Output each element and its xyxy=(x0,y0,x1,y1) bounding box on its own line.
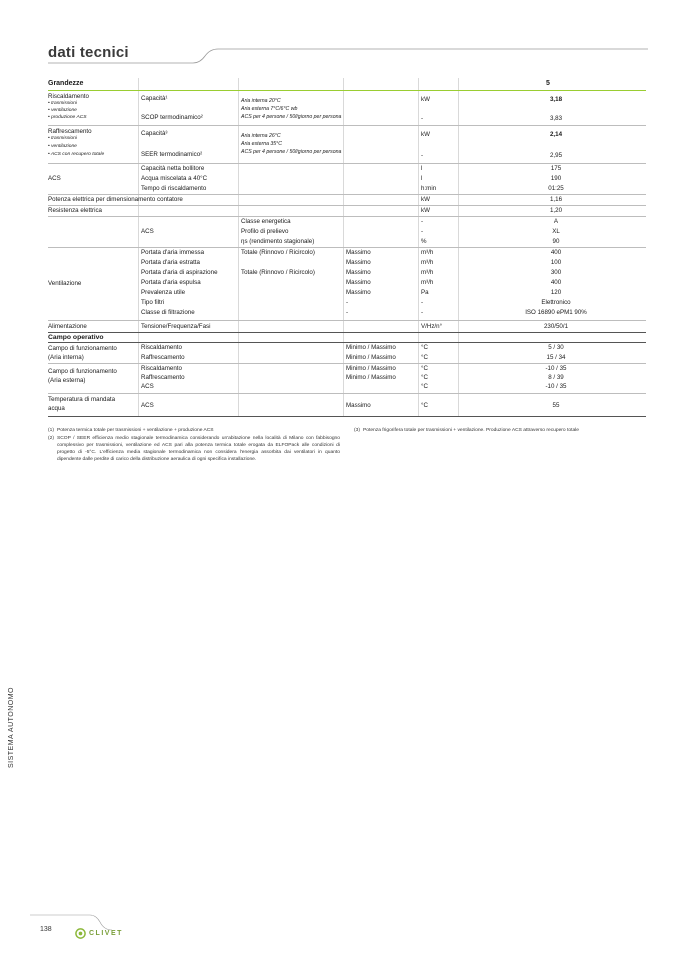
page-title: dati tecnici xyxy=(48,44,129,61)
footnote-2: (2) SCOP / SEER efficienza medio stagionale termodinamica considerando un'abitazione nella località di Milano con fabbisogno complessivo per trasmissioni, ventilazione ed ACS pari alla potenza termica totale erogata da ELFOPack alle condizioni di progetto di -5°C. L'efficienza media stagionale termodinamica non considera l'energia assorbita dai ventilatori in quanto dipendente dalle perdite di carico della distribuzione aeraulica di ogni specifica installazione. xyxy=(48,436,340,463)
riscaldamento-group: Riscaldamento • trasmissioni • ventilazione • produzione ACS Capacità¹ Aria interna 20°C Aria esterna 7°C/6°C wb ACS per 4 persone / 50l/giorno per persona kW 3,18 SCOP termodinamico² - 3,83 xyxy=(48,91,646,126)
title-underline xyxy=(48,46,648,66)
acs-energy-group: ACS Classe energetica - A Profilo di prelievo - XL ηs (rendimento stagionale) % 90 xyxy=(48,217,646,248)
brand-logo xyxy=(75,928,123,939)
footnote-3: (3) Potenza frigorifera totale per trasmissioni + ventilazione. Produzione ACS attraverso recupero totale xyxy=(354,428,579,433)
resistenza-row: Resistenza elettrica kW 1,20 xyxy=(48,206,646,217)
header-label: Grandezze xyxy=(48,80,84,87)
technical-data-table xyxy=(48,78,646,417)
potenza-row: Potenza elettrica per dimensionamento contatore kW 1,16 xyxy=(48,195,646,206)
campo-operativo-header: Campo operativo xyxy=(48,333,646,343)
brand-name: CLIVET xyxy=(89,930,123,937)
ventilazione-group: Ventilazione Portata d'aria immessa Totale (Rinnovo / Ricircolo) Massimo m³/h 400 Portata d'aria estratta Massimo m³/h 100 Portata d'aria di aspirazione Totale (Rinnovo / Ricircolo) Massimo m³/h 300 Portata d'aria espulsa Massimo m³/h 400 Prevalenza utile Massimo Pa 120 Tipo filtri - - Elettronico Classe di filtrazione - - ISO 16890 ePM1 90% xyxy=(48,248,646,321)
raffrescamento-group: Raffrescamento • trasmissioni • ventilazione • ACS con recupero totale Capacità³ Aria interna 26°C Aria esterna 35°C ACS per 4 persone / 50l/giorno per persona kW 2,14 SEER termodinamico² - 2,95 xyxy=(48,126,646,164)
acs-group: ACS Capacità netta bollitore l 175 Acqua miscelata a 40°C l 190 Tempo di riscaldamento h:min 01:25 xyxy=(48,164,646,195)
footnote-1: (1) Potenza termica totale per trasmissioni + ventilazione + produzione ACS xyxy=(48,428,214,433)
campo-interna-group: Campo di funzionamento (Aria interna) Riscaldamento Minimo / Massimo °C 5 / 30 Raffrescamento Minimo / Massimo °C 15 / 34 xyxy=(48,343,646,364)
brand-mark-icon xyxy=(75,928,86,939)
header-size: 5 xyxy=(546,80,550,87)
header-row xyxy=(48,78,646,91)
page-number: 138 xyxy=(40,926,52,933)
side-section-label: SISTEMA AUTONOMO xyxy=(8,687,15,768)
alimentazione-row: Alimentazione Tensione/Frequenza/Fasi V/Hz/n° 230/50/1 xyxy=(48,321,646,333)
temperatura-mandata-row: Temperatura di mandata acqua ACS Massimo °C 55 xyxy=(48,394,646,417)
campo-esterna-group: Campo di funzionamento (Aria esterna) Riscaldamento Minimo / Massimo °C -10 / 35 Raffrescamento Minimo / Massimo °C 8 / 39 ACS °C -10 / 35 xyxy=(48,364,646,394)
